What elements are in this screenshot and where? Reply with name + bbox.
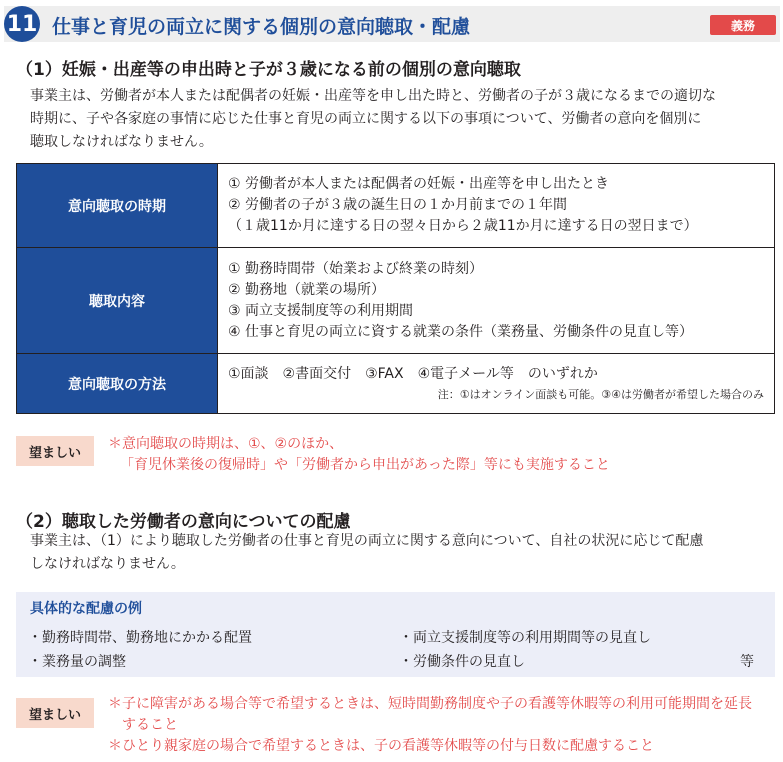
- row-content-timing: [218, 164, 775, 248]
- method-note: 注：①はオンライン面談も可能。③④は労働者が希望した場合のみ: [437, 388, 764, 401]
- table-row: [17, 248, 775, 354]
- table-row: [17, 354, 775, 414]
- content-line: （１歳11か月に達する日の翌々日から２歳11か月に達する日の翌日まで）: [228, 218, 698, 234]
- section1-paragraph: [30, 85, 775, 154]
- preferred-line: すること: [108, 717, 178, 733]
- paragraph-line: しなければなりません。: [30, 556, 185, 572]
- paragraph-line: 事業主は、（1）により聴取した労働者の仕事と育児の両立に関する意向について、自社の状況に応じて配慮: [30, 533, 704, 549]
- content-line: ② 勤務地（就業の場所）: [228, 281, 386, 298]
- row-content-method: [218, 354, 775, 414]
- section-number-badge: 11: [4, 6, 40, 42]
- row-label-method: 意向聴取の方法: [17, 354, 218, 414]
- preferred-text: [108, 434, 773, 476]
- section-header: [4, 6, 780, 42]
- preferred-line: ＊子に障害がある場合等で希望するときは、短時間勤務制度や子の看護等休暇等の利用可能期間を延長: [108, 696, 752, 712]
- page-title: 仕事と育児の両立に関する個別の意向聴取・配慮: [52, 16, 471, 38]
- obligation-badge: 義務: [710, 15, 776, 35]
- preferred-line: ＊ひとり親家庭の場合で希望するときは、子の看護等休暇等の付与日数に配慮すること: [108, 738, 654, 754]
- paragraph-line: 時期に、子や各家庭の事情に応じた仕事と育児の両立に関する以下の事項について、労働者の意向を個別に: [30, 111, 702, 127]
- preferred-badge: 望ましい: [16, 436, 94, 466]
- example-item: ・労働条件の見直し: [399, 654, 525, 670]
- preferred-text: [108, 694, 773, 757]
- hearing-table: [16, 163, 775, 414]
- preferred-badge: 望ましい: [16, 698, 94, 728]
- paragraph-line: 聴取しなければなりません。: [30, 134, 213, 150]
- example-title: 具体的な配慮の例: [30, 601, 142, 617]
- section1-heading: （1）妊娠・出産等の申出時と子が３歳になる前の個別の意向聴取: [16, 60, 521, 80]
- section2-paragraph: [30, 530, 775, 576]
- row-label-timing: 意向聴取の時期: [17, 164, 218, 248]
- example-item: ・勤務時間帯、勤務地にかかる配置: [28, 630, 252, 646]
- row-label-contents: 聴取内容: [17, 248, 218, 354]
- content-line: ①面談 ②書面交付 ③FAX ④電子メール等 のいずれか: [228, 366, 598, 382]
- section2-heading: （2）聴取した労働者の意向についての配慮: [16, 512, 351, 532]
- preferred-line: ＊意向聴取の時期は、①、②のほか、: [108, 436, 344, 452]
- example-item: ・業務量の調整: [28, 654, 126, 670]
- paragraph-line: 事業主は、労働者が本人または配偶者の妊娠・出産等を申し出た時と、労働者の子が３歳になるまでの適切な: [30, 88, 716, 104]
- content-line: ③ 両立支援制度等の利用期間: [228, 302, 414, 319]
- content-line: ① 勤務時間帯（始業および終業の時刻）: [228, 260, 483, 277]
- table-row: [17, 164, 775, 248]
- content-line: ② 労働者の子が３歳の誕生日の１か月前までの１年間: [228, 197, 567, 213]
- row-content-contents: [218, 248, 775, 354]
- preferred-line: 「育児休業後の復帰時」や「労働者から申出があった際」等にも実施すること: [120, 457, 610, 473]
- content-line: ① 労働者が本人または配偶者の妊娠・出産等を申し出たとき: [228, 176, 609, 192]
- example-item: ・両立支援制度等の利用期間等の見直し: [399, 630, 651, 646]
- example-box: [16, 592, 775, 677]
- example-etc: 等: [740, 654, 754, 670]
- content-line: ④ 仕事と育児の両立に資する就業の条件（業務量、労働条件の見直し等）: [228, 323, 693, 340]
